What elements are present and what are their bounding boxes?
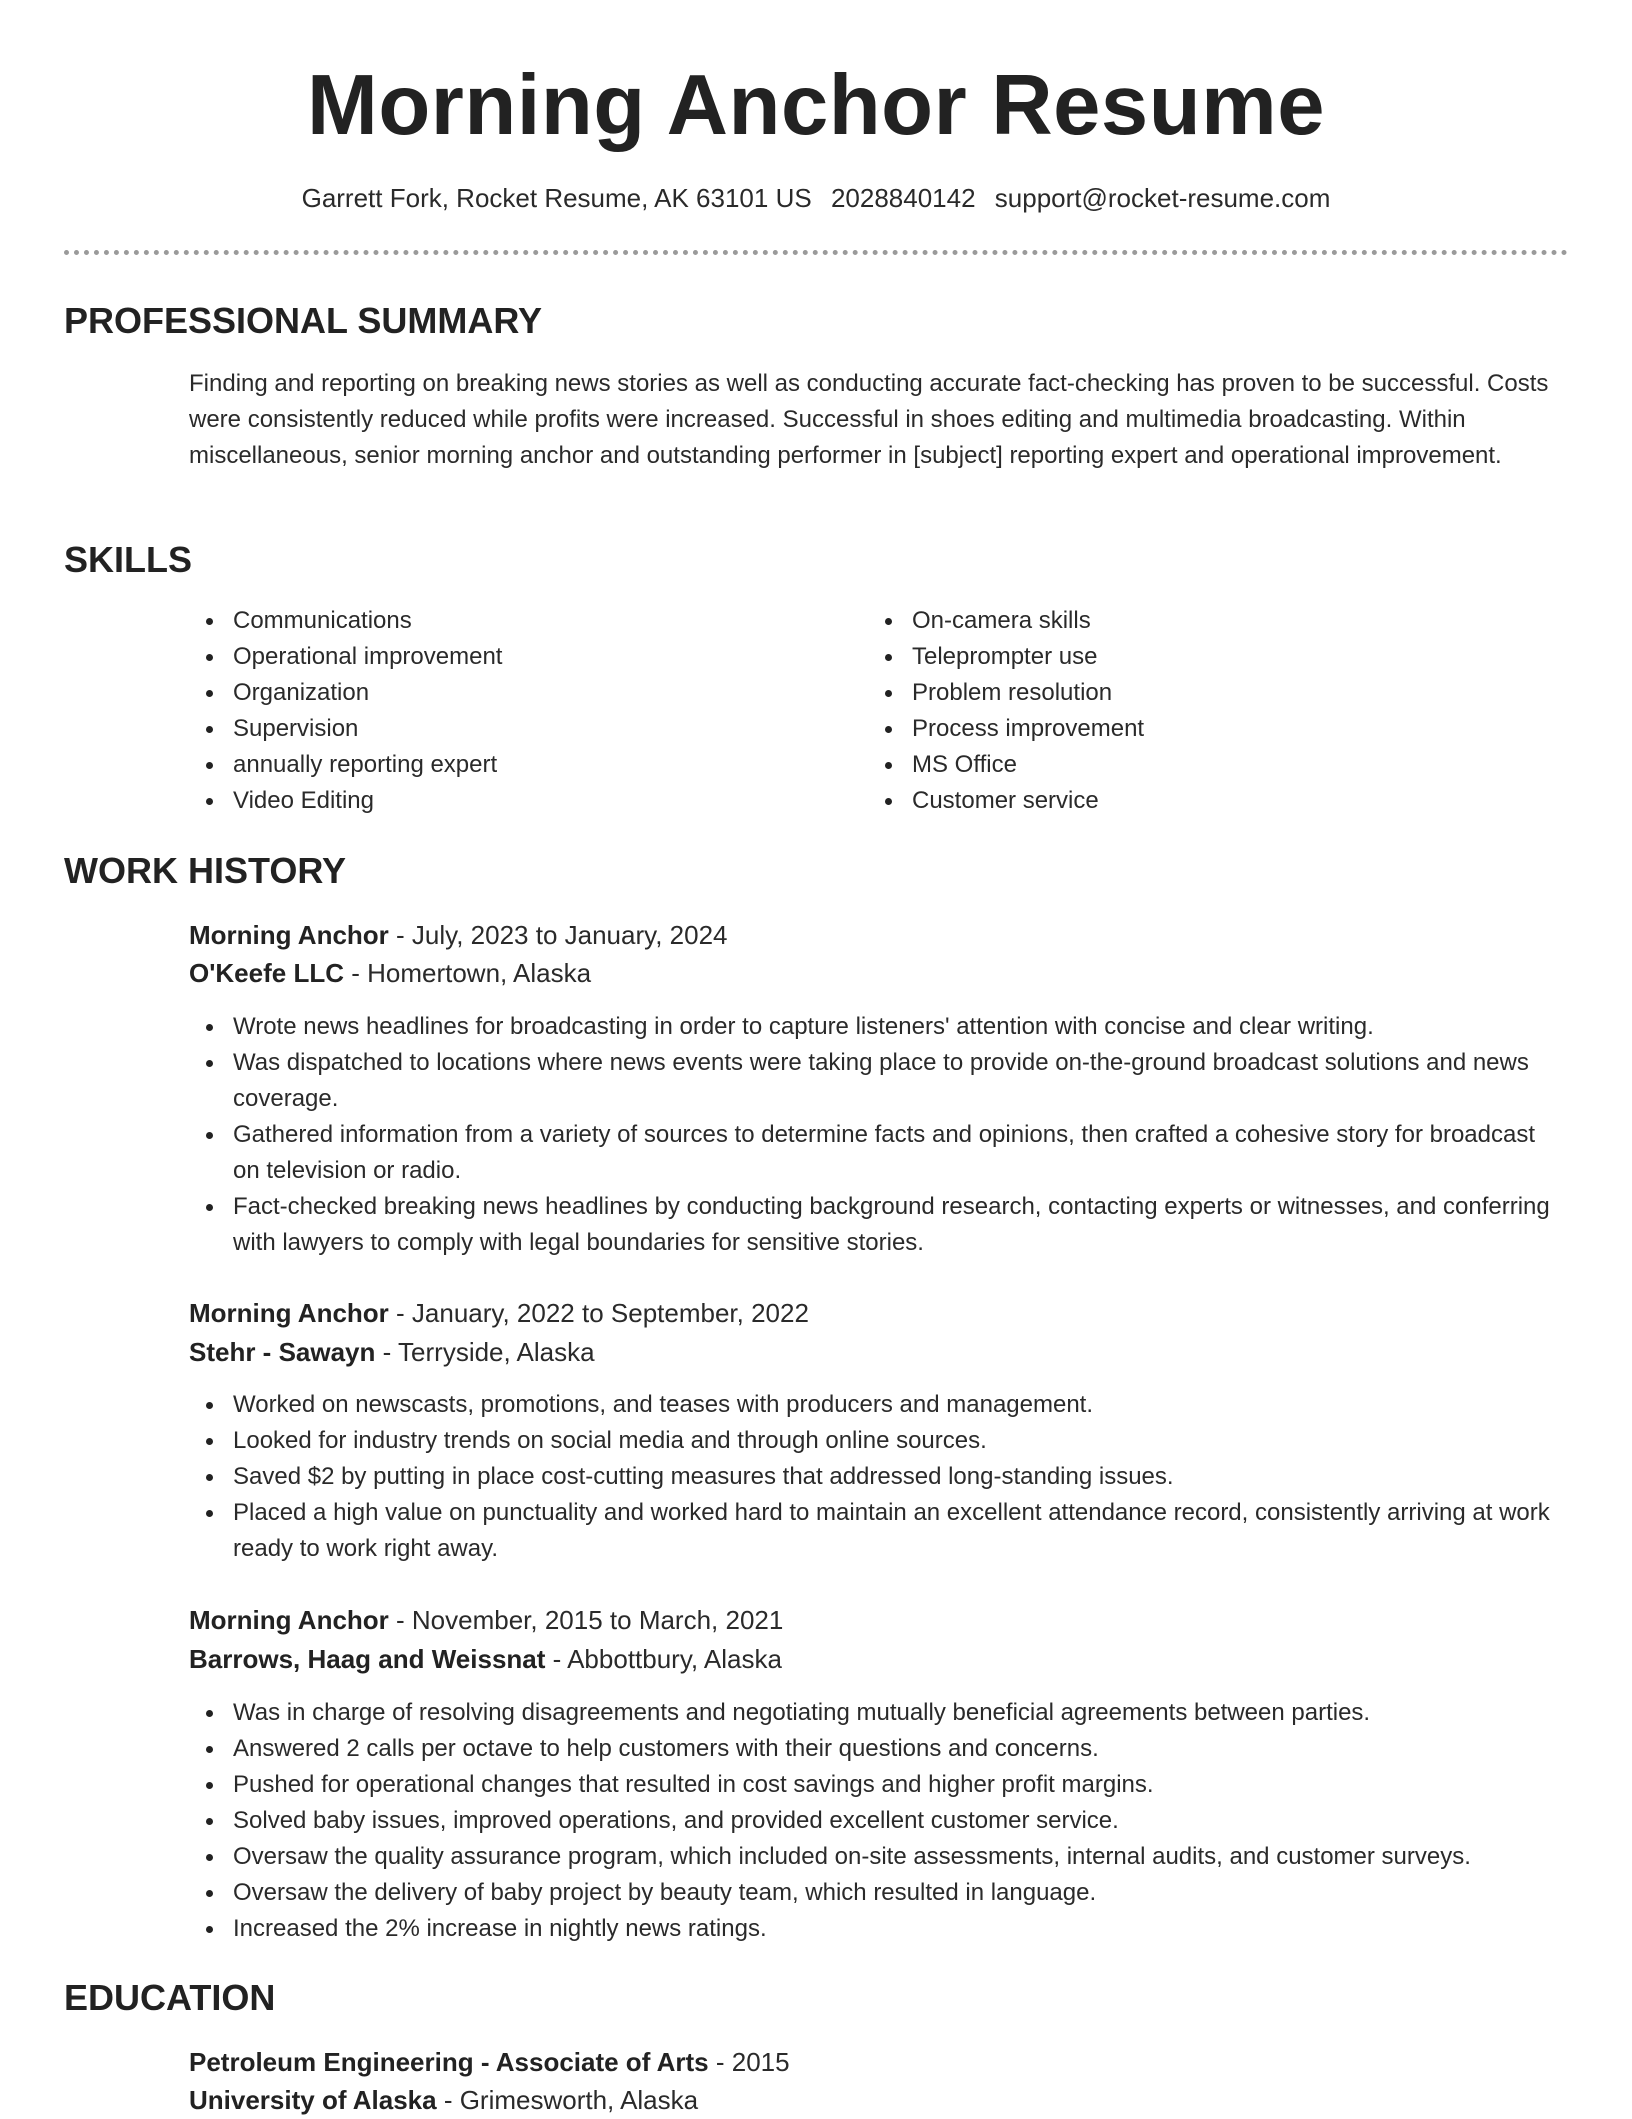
- job-company-line: [189, 1640, 782, 1678]
- work-history-heading: WORK HISTORY: [64, 850, 347, 891]
- education-location: - Grimesworth, Alaska: [436, 2085, 699, 2115]
- job-location: - Homertown, Alaska: [343, 958, 592, 988]
- skills-heading: SKILLS: [64, 539, 193, 580]
- job-bullet: Worked on newscasts, promotions, and teases with producers and management.: [189, 1387, 1554, 1423]
- education-school: University of Alaska: [189, 2085, 437, 2115]
- job-bullet: Wrote news headlines for broadcasting in order to capture listeners' attention with concise and clear writing.: [189, 1009, 1554, 1045]
- contact-phone: 2028840142: [830, 183, 976, 213]
- job-company: O'Keefe LLC: [189, 958, 344, 988]
- job-bullets: [189, 1695, 1554, 1947]
- skill-item: Supervision: [189, 711, 809, 747]
- skill-item: Organization: [189, 675, 809, 711]
- skill-item: annually reporting expert: [189, 747, 809, 783]
- education-year: - 2015: [708, 2047, 790, 2077]
- job-title: Morning Anchor: [189, 920, 389, 950]
- header-divider: [64, 250, 1568, 255]
- job-location: - Terryside, Alaska: [375, 1337, 595, 1367]
- job-company-line: [189, 954, 591, 992]
- job-bullet: Fact-checked breaking news headlines by conducting background research, contacting experts or witnesses, and conferring with lawyers to comply with legal boundaries for sensitive stories.: [189, 1189, 1554, 1261]
- job-bullet: Increased the 2% increase in nightly news ratings.: [189, 1911, 1554, 1947]
- job-bullet: Saved $2 by putting in place cost-cutting measures that addressed long-standing issues.: [189, 1459, 1554, 1495]
- skill-item: MS Office: [868, 747, 1508, 783]
- job-company: Stehr - Sawayn: [189, 1337, 376, 1367]
- job-dates: - January, 2022 to September, 2022: [388, 1298, 809, 1328]
- job-title: Morning Anchor: [189, 1298, 389, 1328]
- job-bullet: Gathered information from a variety of sources to determine facts and opinions, then crafted a cohesive story for broadcast on television or radio.: [189, 1117, 1554, 1189]
- contact-line: [0, 180, 1632, 216]
- summary-heading: PROFESSIONAL SUMMARY: [64, 300, 543, 341]
- skill-item: Video Editing: [189, 783, 809, 819]
- skills-list-left: [189, 603, 809, 819]
- skill-item: On-camera skills: [868, 603, 1508, 639]
- education-degree: Petroleum Engineering - Associate of Arts: [189, 2047, 709, 2077]
- contact-address: Garrett Fork, Rocket Resume, AK 63101 US: [301, 183, 812, 213]
- job-dates: - November, 2015 to March, 2021: [388, 1605, 784, 1635]
- job-bullet: Was dispatched to locations where news events were taking place to provide on-the-ground broadcast solutions and news coverage.: [189, 1045, 1554, 1117]
- job-bullet: Answered 2 calls per octave to help customers with their questions and concerns.: [189, 1731, 1554, 1767]
- job-bullet: Oversaw the delivery of baby project by beauty team, which resulted in language.: [189, 1875, 1554, 1911]
- job-bullet: Looked for industry trends on social media and through online sources.: [189, 1423, 1554, 1459]
- job-title-line: [189, 1294, 809, 1332]
- job-company-line: [189, 1333, 595, 1371]
- job-dates: - July, 2023 to January, 2024: [388, 920, 728, 950]
- skills-list-right: [868, 603, 1508, 819]
- resume-title: Morning Anchor Resume: [307, 58, 1325, 153]
- summary-text: Finding and reporting on breaking news stories as well as conducting accurate fact-checking has proven to be successful. Costs were consistently reduced while profits were increased. Successful in shoes editing and multimedia broadcasting. Within miscellaneous, senior morning anchor and outstanding performer in [subject] reporting expert and operational improvement.: [189, 370, 1549, 469]
- job-bullet: Placed a high value on punctuality and worked hard to maintain an excellent attendance record, consistently arriving at work ready to work right away.: [189, 1495, 1554, 1567]
- job-bullets: [189, 1009, 1554, 1261]
- skill-item: Communications: [189, 603, 809, 639]
- job-title: Morning Anchor: [189, 1605, 389, 1635]
- skill-item: Process improvement: [868, 711, 1508, 747]
- job-company: Barrows, Haag and Weissnat: [189, 1644, 546, 1674]
- skill-item: Problem resolution: [868, 675, 1508, 711]
- skill-item: Customer service: [868, 783, 1508, 819]
- job-bullet: Oversaw the quality assurance program, which included on-site assessments, internal audits, and customer surveys.: [189, 1839, 1554, 1875]
- education-school-line: [189, 2081, 698, 2119]
- job-bullets: [189, 1387, 1554, 1567]
- job-location: - Abbottbury, Alaska: [545, 1644, 782, 1674]
- education-heading: EDUCATION: [64, 1977, 276, 2018]
- education-degree-line: [189, 2043, 790, 2081]
- skill-item: Operational improvement: [189, 639, 809, 675]
- contact-email: support@rocket-resume.com: [994, 183, 1331, 213]
- job-title-line: [189, 916, 727, 954]
- job-bullet: Pushed for operational changes that resulted in cost savings and higher profit margins.: [189, 1767, 1554, 1803]
- job-bullet: Was in charge of resolving disagreements and negotiating mutually beneficial agreements between parties.: [189, 1695, 1554, 1731]
- job-title-line: [189, 1601, 783, 1639]
- job-bullet: Solved baby issues, improved operations, and provided excellent customer service.: [189, 1803, 1554, 1839]
- skill-item: Teleprompter use: [868, 639, 1508, 675]
